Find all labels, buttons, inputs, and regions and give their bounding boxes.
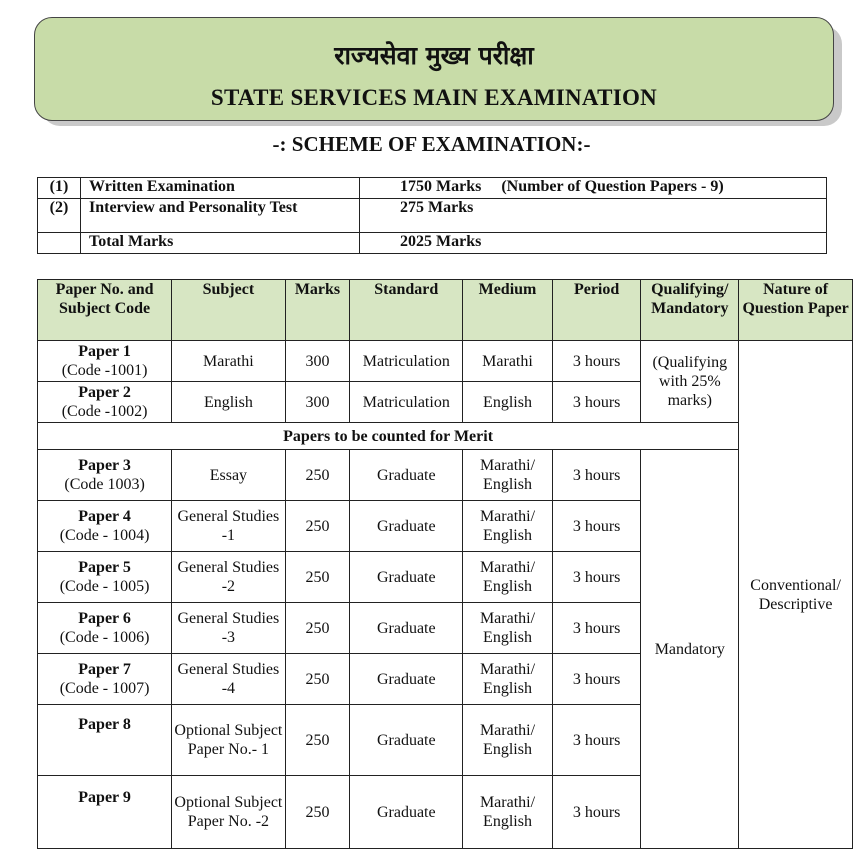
period-cell: 3 hours [552, 603, 641, 654]
standard-cell: Graduate [350, 705, 463, 776]
medium-cell: Marathi/ English [463, 654, 553, 705]
medium-cell: Marathi/ English [463, 705, 553, 776]
subject-cell: Optional Subject Paper No. -2 [172, 776, 285, 849]
header-period: Period [552, 280, 641, 341]
period-cell: 3 hours [552, 552, 641, 603]
summary-item: Total Marks [81, 233, 360, 254]
header-row [38, 280, 853, 341]
period-cell: 3 hours [552, 705, 641, 776]
paper-cell [38, 450, 172, 501]
period-cell: 3 hours [552, 776, 641, 849]
paper-no: Paper 6 [78, 610, 131, 627]
summary-value: 2025 Marks [360, 233, 827, 254]
table-row [38, 450, 853, 501]
summary-row [38, 178, 827, 199]
marks-summary-table [37, 177, 827, 254]
marks-cell: 300 [285, 341, 350, 382]
marks-cell: 300 [285, 382, 350, 423]
paper-no: Paper 2 [78, 384, 131, 401]
period-cell: 3 hours [552, 382, 641, 423]
marks-cell: 250 [285, 705, 350, 776]
summary-value: 275 Marks [360, 199, 827, 233]
paper-code: (Code -1002) [61, 403, 148, 420]
marks-cell: 250 [285, 552, 350, 603]
subject-cell: General Studies -1 [172, 501, 285, 552]
period-cell: 3 hours [552, 341, 641, 382]
paper-code: (Code -1001) [61, 362, 148, 379]
banner-english-title: STATE SERVICES MAIN EXAMINATION [210, 85, 658, 110]
medium-cell: Marathi/ English [463, 501, 553, 552]
paper-code: (Code - 1006) [59, 629, 150, 646]
paper-cell [38, 654, 172, 705]
subject-cell: English [172, 382, 285, 423]
standard-cell: Graduate [350, 654, 463, 705]
standard-cell: Matriculation [350, 341, 463, 382]
mandatory-note: Mandatory [641, 450, 739, 849]
paper-code: (Code - 1005) [59, 578, 150, 595]
summary-row [38, 199, 827, 233]
title-banner [34, 17, 834, 121]
header-marks: Marks [285, 280, 350, 341]
header-paper-no: Paper No. and Subject Code [38, 280, 172, 341]
paper-cell [38, 603, 172, 654]
summary-item: Written Examination [81, 178, 360, 199]
subject-cell: Essay [172, 450, 285, 501]
paper-no: Paper 1 [78, 343, 131, 360]
medium-cell: Marathi/ English [463, 552, 553, 603]
marks-cell: 250 [285, 450, 350, 501]
merit-heading: Papers to be counted for Merit [38, 423, 739, 450]
header-qualifying: Qualifying/ Mandatory [641, 280, 739, 341]
qualifying-note: (Qualifying with 25% marks) [641, 341, 739, 423]
subject-cell: Optional Subject Paper No.- 1 [172, 705, 285, 776]
standard-cell: Graduate [350, 552, 463, 603]
header-nature: Nature of Question Paper [739, 280, 853, 341]
period-cell: 3 hours [552, 654, 641, 705]
medium-cell: Marathi/ English [463, 776, 553, 849]
medium-cell: Marathi/ English [463, 603, 553, 654]
scheme-title: -: SCHEME OF EXAMINATION:- [272, 132, 591, 156]
medium-cell: Marathi/ English [463, 450, 553, 501]
paper-no: Paper 9 [78, 789, 131, 806]
paper-cell [38, 382, 172, 423]
summary-value: 1750 Marks (Number of Question Papers - 9) [360, 178, 827, 199]
scheme-table [37, 279, 853, 849]
marks-cell: 250 [285, 654, 350, 705]
paper-no: Paper 8 [78, 716, 131, 733]
period-cell: 3 hours [552, 501, 641, 552]
paper-cell [38, 501, 172, 552]
standard-cell: Graduate [350, 450, 463, 501]
summary-num [38, 233, 81, 254]
nature-cell: Conventional/ Descriptive [739, 341, 853, 849]
paper-code: (Code - 1004) [59, 527, 150, 544]
standard-cell: Graduate [350, 776, 463, 849]
paper-cell [38, 705, 172, 776]
standard-cell: Graduate [350, 603, 463, 654]
summary-num: (1) [38, 178, 81, 199]
marks-cell: 250 [285, 776, 350, 849]
header-medium: Medium [463, 280, 553, 341]
paper-no: Paper 4 [78, 508, 131, 525]
medium-cell: English [463, 382, 553, 423]
standard-cell: Matriculation [350, 382, 463, 423]
summary-item: Interview and Personality Test [81, 199, 360, 233]
paper-no: Paper 5 [78, 559, 131, 576]
marks-cell: 250 [285, 603, 350, 654]
subject-cell: General Studies -4 [172, 654, 285, 705]
medium-cell: Marathi [463, 341, 553, 382]
paper-cell [38, 341, 172, 382]
subject-cell: Marathi [172, 341, 285, 382]
paper-cell [38, 552, 172, 603]
subject-cell: General Studies -3 [172, 603, 285, 654]
banner-hindi-title: राज्यसेवा मुख्य परीक्षा [334, 41, 534, 70]
merit-heading-row [38, 423, 853, 450]
standard-cell: Graduate [350, 501, 463, 552]
summary-row [38, 233, 827, 254]
paper-no: Paper 7 [78, 661, 131, 678]
header-subject: Subject [172, 280, 285, 341]
header-standard: Standard [350, 280, 463, 341]
subject-cell: General Studies -2 [172, 552, 285, 603]
summary-num: (2) [38, 199, 81, 233]
marks-cell: 250 [285, 501, 350, 552]
period-cell: 3 hours [552, 450, 641, 501]
table-row [38, 341, 853, 382]
paper-code: (Code - 1007) [59, 680, 150, 697]
paper-code: (Code 1003) [64, 476, 145, 493]
paper-no: Paper 3 [78, 457, 131, 474]
